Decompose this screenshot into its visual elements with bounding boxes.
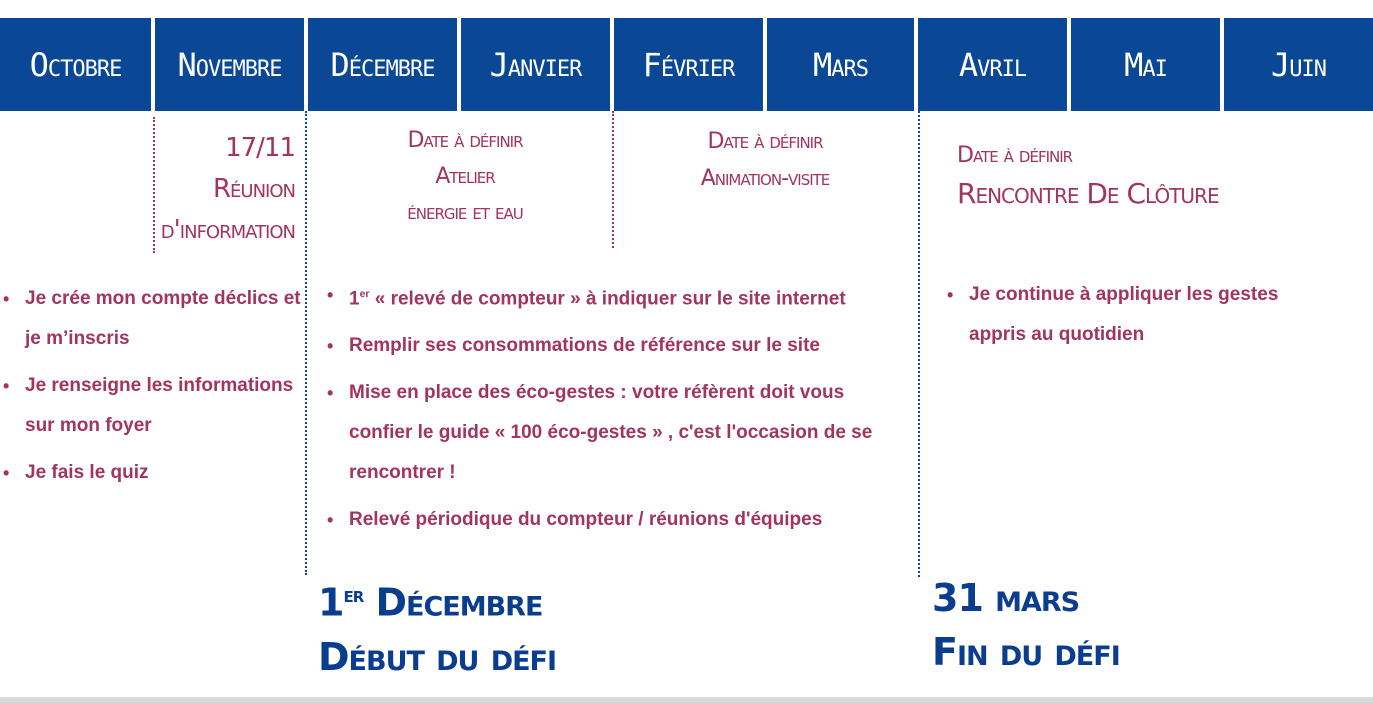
list-item: • Remplir ses consommations de référence sur le site: [325, 326, 900, 366]
list-item: • Je fais le quiz: [1, 453, 301, 493]
phase3-list: [945, 275, 1335, 362]
list-item: • Relevé périodique du compteur / réunions d'équipes: [325, 500, 900, 540]
event-title: Rencontre De Clôture: [957, 177, 1219, 210]
milestone-month: Décembre: [363, 580, 543, 625]
month-header-avril: Avril: [918, 18, 1067, 111]
month-header-mars: Mars: [767, 18, 914, 111]
event-rencontre-cloture: [957, 138, 1287, 214]
milestone-date: [318, 568, 556, 630]
ordinal-number: 1: [349, 288, 360, 310]
list-item: • Je renseigne les informations sur mon foyer: [1, 366, 301, 446]
list-item: • Mise en place des éco-gestes : votre réfèrent doit vous confier le guide « 100 éco-gestes » , c'est l'occasion de se rencontrer !: [325, 373, 900, 493]
event-subtitle: énergie et eau: [407, 200, 523, 225]
milestone-date: 31 mars: [932, 576, 1080, 620]
ordinal-suffix: er: [359, 289, 370, 300]
list-item: • Je crée mon compte déclics et je m’inscris: [1, 279, 301, 359]
event-title: Animation-visite: [700, 166, 830, 191]
phase2-list: [325, 275, 900, 547]
event-title: Atelier: [435, 164, 495, 189]
event-animation-visite: [650, 123, 880, 197]
divider-mars-end: [918, 111, 920, 577]
list-item: • Je continue à appliquer les gestes appris au quotidien: [945, 275, 1335, 355]
milestone-end: [932, 571, 1120, 679]
milestone-day-suffix: er: [343, 583, 364, 607]
event-subtitle: d'information: [160, 215, 295, 245]
month-header-octobre: Octobre: [0, 18, 151, 111]
divider-fevrier: [612, 111, 614, 248]
month-header-novembre: Novembre: [155, 18, 304, 111]
month-header-mai: Mai: [1071, 18, 1220, 111]
month-header-janvier: Janvier: [461, 18, 610, 111]
milestone-label: Fin du défi: [932, 630, 1120, 674]
month-header-fevrier: Février: [614, 18, 763, 111]
list-item: [325, 275, 900, 319]
list-item-text: « relevé de compteur » à indiquer sur le site internet: [369, 288, 846, 310]
event-atelier: [340, 123, 590, 231]
event-date: Date à définir: [407, 128, 523, 153]
month-header-decembre: Décembre: [308, 18, 457, 111]
bottom-strip: [0, 697, 1373, 703]
event-reunion-information: [150, 128, 295, 251]
milestone-day: 1: [318, 580, 344, 625]
divider-decembre-start: [305, 111, 307, 575]
milestone-start: [318, 568, 556, 684]
phase1-list: [1, 279, 301, 500]
event-date: 17/11: [225, 133, 295, 163]
event-date: Date à définir: [707, 129, 823, 154]
event-title: Réunion: [212, 174, 295, 204]
milestone-label: Début du défi: [318, 634, 557, 679]
month-header-juin: Juin: [1224, 18, 1373, 111]
event-date: Date à définir: [957, 143, 1073, 168]
